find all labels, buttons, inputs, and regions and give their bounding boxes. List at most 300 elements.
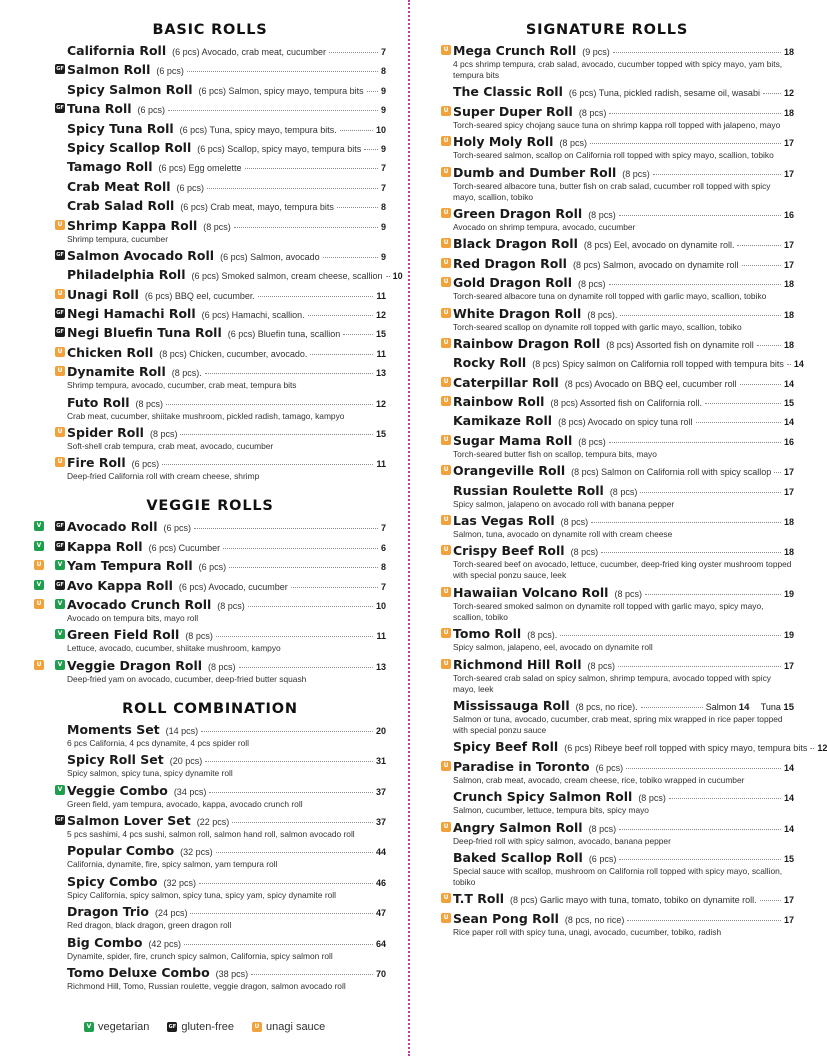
- item-line: [67, 813, 386, 829]
- dot-leader: [190, 913, 373, 914]
- item-price: 13: [375, 368, 386, 379]
- item-badges: [34, 427, 65, 439]
- item-badges: [34, 397, 65, 409]
- item-meta: (32 pcs): [163, 877, 196, 888]
- item-badges: [420, 136, 451, 148]
- price-option-label: Tuna: [760, 701, 781, 712]
- item-description: Torch-seared crab salad on spicy salmon, shrimp tempura, avocado topped with spicy mayo, leek: [453, 672, 771, 694]
- item-line: [67, 218, 386, 234]
- item-badges: [420, 238, 451, 250]
- item-badges: [420, 86, 451, 98]
- item-name: Holy Moly Roll: [453, 134, 554, 150]
- item-badges: [34, 366, 65, 378]
- menu-item: [34, 140, 386, 156]
- item-name: Green Dragon Roll: [453, 205, 583, 221]
- item-line: [453, 543, 794, 559]
- item-badges: [34, 161, 65, 173]
- section-title: ROLL COMBINATION: [122, 700, 298, 717]
- left-column: [34, 22, 403, 995]
- item-price: 37: [375, 786, 386, 797]
- unagi-sauce-icon: U: [55, 220, 65, 230]
- unagi-sauce-icon: U: [441, 106, 451, 116]
- item-meta: (8 pcs) Assorted fish on dynamite roll: [606, 339, 754, 350]
- menu-item: [34, 325, 386, 341]
- item-name: Caterpillar Roll: [453, 374, 559, 390]
- item-meta: (6 pcs) Scallop, spicy mayo, tempura bits: [197, 143, 362, 154]
- item-description: Red dragon, black dragon, green dragon roll: [67, 920, 232, 931]
- item-line: [67, 325, 386, 341]
- menu-item: [34, 218, 386, 245]
- item-price: 14: [783, 823, 794, 834]
- item-price: 11: [376, 459, 386, 470]
- unagi-sauce-icon: U: [441, 913, 451, 923]
- item-name: Mega Crunch Roll: [453, 43, 577, 58]
- item-name: Black Dragon Roll: [453, 236, 578, 252]
- item-description: Dynamite, spider, fire, crunch spicy salmon, California, spicy salmon roll: [67, 950, 333, 961]
- dot-leader: [601, 552, 781, 553]
- item-name: Dumb and Dumber Roll: [453, 164, 617, 180]
- item-meta: (6 pcs): [137, 105, 166, 116]
- item-line: [67, 287, 386, 303]
- dot-leader: [239, 667, 373, 668]
- item-name: Russian Roulette Roll: [453, 482, 604, 498]
- unagi-sauce-icon: U: [441, 628, 451, 638]
- item-price: 15: [375, 429, 386, 440]
- menu-item: [420, 306, 794, 333]
- item-name: Spider Roll: [67, 425, 144, 441]
- item-badges: [34, 541, 65, 553]
- item-line: [67, 843, 386, 859]
- menu-item: [34, 658, 386, 685]
- item-line: [67, 121, 386, 137]
- item-description: Avocado on shrimp tempura, avocado, cucumber: [453, 221, 636, 232]
- dot-leader: [209, 792, 373, 793]
- item-meta: (6 pcs) Tuna, pickled radish, sesame oil, wasabi: [568, 88, 760, 99]
- dot-leader: [329, 52, 378, 53]
- item-name: Spicy Roll Set: [67, 752, 164, 768]
- item-badges: [34, 521, 65, 533]
- item-description: Salmon or tuna, avocado, cucumber, crab meat, spring mix wrapped in rice paper topped with special ponzu sauce: [453, 713, 783, 735]
- item-line: [453, 759, 794, 775]
- item-price: 18: [783, 107, 794, 118]
- legend-unagi: [252, 1021, 325, 1033]
- gluten-free-icon: GF: [56, 251, 64, 258]
- item-meta: (8 pcs): [559, 138, 587, 149]
- item-price: 70: [375, 968, 386, 979]
- item-line: [453, 355, 804, 371]
- item-name: Big Combo: [67, 934, 143, 950]
- legend-label: unagi sauce: [265, 1021, 326, 1033]
- menu-item: [34, 965, 386, 992]
- item-badges: [34, 724, 65, 736]
- menu-item: [420, 394, 794, 410]
- item-name: Angry Salmon Roll: [453, 819, 583, 835]
- vegetarian-icon: V: [55, 785, 65, 795]
- item-name: The Classic Roll: [453, 84, 563, 100]
- price-option-label: Salmon: [705, 701, 737, 712]
- item-line: [67, 159, 386, 175]
- item-badges: [34, 123, 65, 135]
- item-line: [453, 413, 794, 429]
- item-badges: [420, 545, 451, 557]
- item-name: Negi Hamachi Roll: [67, 306, 196, 322]
- item-price: 10: [375, 600, 386, 611]
- item-line: [453, 585, 794, 601]
- column-divider: [408, 0, 410, 1056]
- menu-item: [34, 198, 386, 214]
- menu-item: [420, 275, 794, 302]
- item-line: [453, 698, 794, 714]
- item-badges: [34, 967, 65, 979]
- item-name: Rainbow Dragon Roll: [453, 335, 601, 351]
- menu-item: [34, 813, 386, 840]
- item-meta: (38 pcs): [215, 968, 249, 979]
- item-badges: [420, 45, 451, 57]
- item-name: Las Vegas Roll: [453, 513, 555, 529]
- item-price: 17: [783, 660, 794, 671]
- dot-leader: [609, 113, 781, 114]
- item-badges: [420, 208, 451, 220]
- item-badges: [34, 629, 65, 641]
- dot-leader: [248, 606, 373, 607]
- menu-item: [34, 722, 386, 749]
- item-badges: [420, 515, 451, 527]
- dot-leader: [760, 900, 781, 901]
- item-price: 11: [376, 631, 386, 642]
- item-name: Tamago Roll: [67, 159, 153, 175]
- menu-item: [34, 364, 386, 391]
- item-name: Veggie Dragon Roll: [67, 657, 203, 673]
- item-line: [67, 425, 386, 441]
- dot-leader: [223, 548, 378, 549]
- vegetarian-icon: V: [55, 629, 65, 639]
- item-badges: [34, 660, 65, 672]
- item-line: [67, 519, 386, 535]
- item-meta: (6 pcs) Tuna, spicy mayo, tempura bits.: [179, 124, 337, 135]
- item-description: Crab meat, cucumber, shiitake mushroom, pickled radish, tamago, kampyo: [67, 410, 345, 421]
- item-name: Kappa Roll: [67, 538, 143, 554]
- dot-leader: [323, 257, 378, 258]
- item-price: 18: [783, 279, 794, 290]
- item-price: 7: [380, 523, 386, 534]
- dot-leader: [618, 666, 781, 667]
- dot-leader: [245, 168, 378, 169]
- item-badges: [420, 277, 451, 289]
- item-description: Torch-seared albacore tuna, butter fish on crab salad, cucumber roll topped with spicy mayo, scallion, tobiko: [453, 180, 771, 202]
- section-title: VEGGIE ROLLS: [146, 498, 274, 515]
- item-meta: (6 pcs) Salmon, spicy mayo, tempura bits: [198, 85, 364, 96]
- item-badges: [34, 84, 65, 96]
- item-line: [453, 739, 827, 755]
- item-price: 9: [380, 105, 386, 116]
- item-name: Shrimp Kappa Roll: [67, 217, 198, 233]
- item-description: Salmon, cucumber, lettuce, tempura bits, spicy mayo: [453, 805, 649, 816]
- item-name: Veggie Combo: [67, 782, 168, 798]
- gluten-free-icon: GF: [56, 66, 64, 73]
- item-meta: (6 pcs): [156, 66, 184, 77]
- item-meta: (8 pcs): [203, 221, 231, 232]
- item-name: Spicy Combo: [67, 873, 158, 889]
- item-description: Richmond Hill, Tomo, Russian roulette, veggie dragon, salmon avocado roll: [67, 980, 346, 991]
- item-price: 64: [375, 938, 386, 949]
- menu-item: [34, 287, 386, 303]
- unagi-sauce-icon: U: [441, 338, 451, 348]
- item-line: [67, 455, 386, 471]
- dot-leader: [234, 227, 378, 228]
- menu-item: [34, 558, 386, 574]
- item-line: [67, 198, 386, 214]
- item-meta: (8 pcs): [208, 661, 236, 672]
- item-description: Torch-seared beef on avocado, lettuce, cucumber, deep-fried king oyster mushroom topped with special ponzu sauce, leek: [453, 559, 792, 581]
- item-description: Spicy salmon, jalapeno on avocado roll with banana pepper: [453, 498, 675, 509]
- item-price: 14: [783, 417, 794, 428]
- menu-item: [420, 626, 794, 653]
- menu-item: [420, 375, 794, 391]
- item-badges: [34, 815, 65, 827]
- item-name: Spicy Tuna Roll: [67, 120, 174, 136]
- item-name: Dragon Trio: [67, 904, 149, 920]
- unagi-sauce-icon: U: [441, 659, 451, 669]
- item-badges: [34, 937, 65, 949]
- item-name: Popular Combo: [67, 843, 175, 859]
- item-line: [67, 752, 386, 768]
- item-badges: [34, 142, 65, 154]
- item-name: Yam Tempura Roll: [67, 558, 193, 574]
- item-badges: [420, 338, 451, 350]
- item-price: 17: [783, 914, 794, 925]
- vegetarian-icon: V: [34, 541, 44, 551]
- item-price: 10: [392, 271, 403, 282]
- gluten-free-icon: GF: [56, 310, 64, 317]
- item-price: 9: [380, 143, 386, 154]
- item-price: 17: [783, 486, 794, 497]
- menu-item: [420, 657, 794, 695]
- dot-leader: [216, 636, 374, 637]
- gluten-free-icon: GF: [56, 523, 64, 530]
- item-line: [453, 336, 794, 352]
- item-price-options: [706, 702, 794, 713]
- dot-leader: [205, 373, 373, 374]
- item-price: 7: [380, 163, 386, 174]
- dot-leader: [205, 761, 373, 762]
- item-meta: (8 pcs): [149, 429, 178, 440]
- item-meta: (14 pcs): [165, 725, 199, 736]
- item-meta: (6 pcs) Bluefin tuna, scallion: [227, 329, 341, 340]
- item-line: [67, 904, 386, 920]
- dot-leader: [162, 464, 373, 465]
- dot-leader: [386, 276, 390, 277]
- menu-item: [420, 355, 804, 371]
- item-meta: (6 pcs) Egg omelette: [158, 163, 242, 174]
- item-description: Green field, yam tempura, avocado, kappa, avocado crunch roll: [67, 798, 303, 809]
- vegetarian-icon: V: [34, 521, 44, 531]
- item-meta: (8 pcs): [622, 168, 650, 179]
- menu-item: [420, 850, 794, 888]
- dot-leader: [560, 635, 781, 636]
- menu-item: [34, 597, 386, 624]
- item-meta: (8 pcs): [135, 398, 164, 409]
- vegetarian-icon: V: [55, 660, 65, 670]
- unagi-sauce-icon: U: [441, 435, 451, 445]
- unagi-sauce-icon: U: [441, 45, 451, 55]
- item-price: 9: [380, 221, 386, 232]
- item-line: [453, 850, 794, 866]
- item-meta: (6 pcs): [163, 523, 191, 534]
- menu-item: [34, 843, 386, 870]
- item-line: [67, 306, 386, 322]
- menu-item: [420, 820, 794, 847]
- item-badges: [420, 106, 451, 118]
- item-description: Deep-fried roll with spicy salmon, avocado, banana pepper: [453, 835, 671, 846]
- dot-leader: [310, 354, 373, 355]
- dot-leader: [774, 472, 781, 473]
- unagi-sauce-icon: U: [441, 761, 451, 771]
- item-line: [453, 275, 794, 291]
- item-line: [453, 236, 794, 252]
- item-line: [67, 82, 386, 98]
- item-price: 37: [375, 816, 386, 827]
- item-name: Gold Dragon Roll: [453, 275, 572, 291]
- item-name: Futo Roll: [67, 394, 130, 410]
- dot-leader: [166, 404, 373, 405]
- item-meta: (22 pcs): [196, 816, 230, 827]
- item-badges: [34, 457, 65, 469]
- menu-item: [420, 463, 794, 479]
- item-line: [67, 179, 386, 195]
- unagi-sauce-icon: U: [55, 427, 65, 437]
- menu-item: [34, 935, 386, 962]
- item-badges: [420, 167, 451, 179]
- item-badges: [34, 103, 65, 115]
- dot-leader: [367, 91, 378, 92]
- dot-leader: [343, 334, 373, 335]
- item-line: [67, 248, 386, 264]
- item-price: 20: [375, 725, 386, 736]
- item-badges: [34, 347, 65, 359]
- dot-leader: [232, 822, 373, 823]
- dot-leader: [180, 434, 373, 435]
- item-meta: (8 pcs) Chicken, cucumber, avocado.: [159, 348, 308, 359]
- menu-item: [34, 904, 386, 931]
- dot-leader: [696, 422, 781, 423]
- item-badges: [34, 580, 65, 592]
- item-meta: (8 pcs).: [171, 368, 202, 379]
- unagi-sauce-icon: U: [441, 545, 451, 555]
- menu-item: [34, 395, 386, 422]
- item-line: [67, 345, 386, 361]
- item-name: Richmond Hill Roll: [453, 656, 582, 672]
- item-meta: (8 pcs, no rice).: [575, 701, 638, 712]
- item-meta: (8 pcs): [614, 588, 642, 599]
- item-price: 14: [783, 378, 794, 389]
- item-description: California, dynamite, fire, spicy salmon, yam tempura roll: [67, 859, 278, 870]
- dot-leader: [207, 188, 378, 189]
- gluten-free-icon: GF: [56, 816, 64, 823]
- unagi-sauce-icon: U: [441, 515, 451, 525]
- item-price: 11: [376, 348, 386, 359]
- unagi-sauce-icon: U: [441, 136, 451, 146]
- item-badges: [34, 560, 65, 572]
- dot-leader: [742, 265, 781, 266]
- item-name: Spicy Beef Roll: [453, 739, 559, 755]
- item-name: Salmon Avocado Roll: [67, 247, 215, 263]
- item-badges: [420, 377, 451, 389]
- item-meta: (8 pcs) Assorted fish on California roll.: [550, 398, 703, 409]
- item-price: 12: [375, 398, 386, 409]
- dot-leader: [740, 384, 781, 385]
- unagi-sauce-icon: U: [441, 396, 451, 406]
- gluten-free-icon: GF: [56, 105, 64, 112]
- menu-item: [420, 891, 794, 907]
- item-badges: [34, 785, 65, 797]
- item-name: Red Dragon Roll: [453, 255, 567, 271]
- item-price: 8: [380, 66, 386, 77]
- item-line: [67, 62, 386, 78]
- item-meta: (8 pcs): [588, 209, 616, 220]
- item-line: [453, 104, 794, 120]
- item-price: 14: [783, 793, 794, 804]
- item-line: [67, 627, 386, 643]
- vegetarian-icon: V: [55, 560, 65, 570]
- menu-item: [34, 345, 386, 361]
- menu-item: [420, 236, 794, 252]
- item-price: 12: [817, 743, 827, 754]
- item-price: 18: [783, 517, 794, 528]
- item-price: 7: [380, 182, 386, 193]
- menu-item: [420, 513, 794, 540]
- item-name: Kamikaze Roll: [453, 413, 553, 429]
- item-line: [67, 965, 386, 981]
- legend-vegetarian: [84, 1021, 149, 1033]
- item-price: 14: [738, 701, 750, 713]
- item-description: Spicy salmon, jalapeno, eel, avocado on dynamite roll: [453, 642, 653, 653]
- item-name: Salmon Roll: [67, 62, 151, 78]
- item-line: [67, 140, 386, 156]
- item-line: [453, 820, 794, 836]
- item-badges: [34, 327, 65, 339]
- item-line: [67, 395, 386, 411]
- legend-gluten-free: [167, 1021, 234, 1033]
- item-price: 17: [783, 895, 794, 906]
- item-meta: (8 pcs): [587, 660, 615, 671]
- item-line: [67, 267, 403, 283]
- dot-leader: [640, 492, 781, 493]
- dot-leader: [187, 71, 378, 72]
- menu-item: [34, 62, 386, 78]
- item-badges: [34, 200, 65, 212]
- item-name: Avocado Roll: [67, 519, 158, 535]
- item-line: [453, 789, 794, 805]
- item-price: 15: [783, 853, 794, 864]
- item-meta: (6 pcs): [176, 182, 205, 193]
- item-meta: (8 pcs) Avocado on spicy tuna roll: [558, 417, 693, 428]
- item-meta: (42 pcs): [148, 938, 181, 949]
- item-meta: (6 pcs): [595, 762, 624, 773]
- item-meta: (8 pcs, no rice): [564, 914, 625, 925]
- item-line: [67, 783, 386, 799]
- dot-leader: [619, 215, 781, 216]
- menu-item: [34, 82, 386, 98]
- item-description: 4 pcs shrimp tempura, crab salad, avocado, cucumber topped with spicy mayo, yam bits, tempura bits: [453, 59, 783, 80]
- dot-leader: [340, 130, 373, 131]
- unagi-sauce-icon: U: [441, 258, 451, 268]
- item-badges: [34, 220, 65, 232]
- item-meta: (6 pcs) Crab meat, mayo, tempura bits: [180, 202, 334, 213]
- item-name: Super Duper Roll: [453, 103, 573, 119]
- item-line: [67, 597, 386, 613]
- unagi-sauce-icon: U: [441, 465, 451, 475]
- item-badges: [34, 64, 65, 76]
